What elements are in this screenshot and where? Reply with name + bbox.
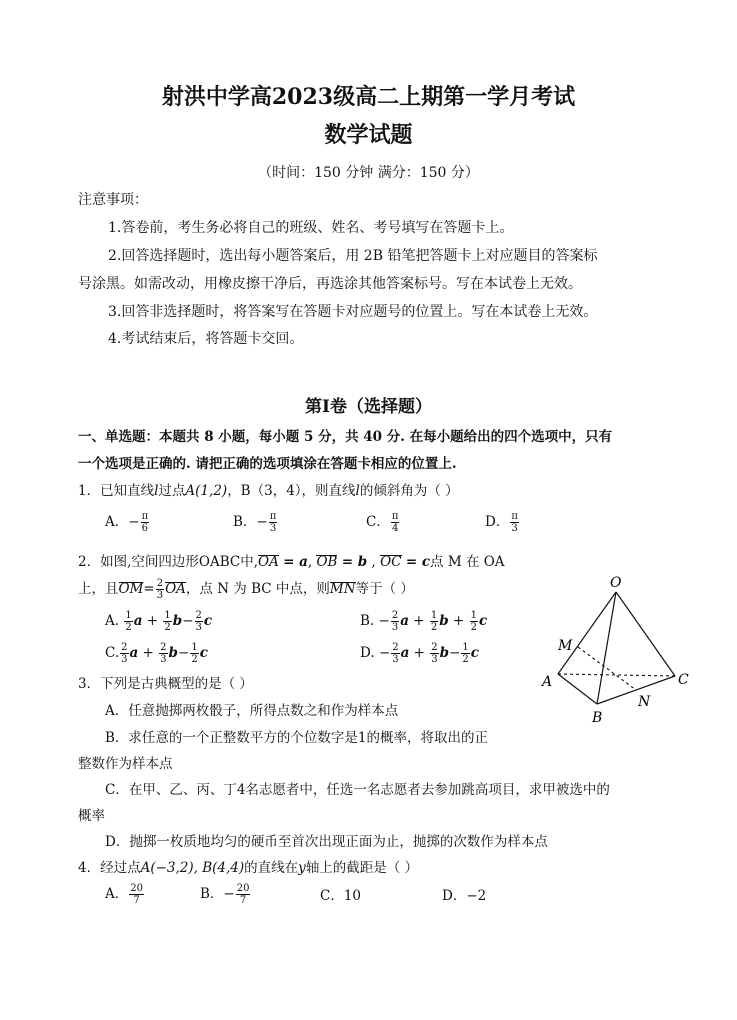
- label-n: N: [638, 694, 651, 710]
- q2-option-d: D. − $\frac{2}{3}$ a + $\frac{2}{3}$ b− $\frac{1}{2}$ c: [360, 642, 480, 665]
- notice-item-2-cont: 号涂黑。如需改动，用橡皮擦干净后，再选涂其他答案标号。写在本试卷上无效。: [78, 276, 582, 292]
- q1-option-d: D． $\frac{\pi}{3}$: [485, 511, 518, 534]
- notice-item-4: 4.考试结束后，将答题卡交回。: [108, 331, 304, 347]
- q2-option-a: A. $\frac{1}{2}$ a + $\frac{1}{2}$ b− $\frac{2}{3}$ c: [105, 610, 213, 633]
- section-instruction-2: 一个选项是正确的. 请把正确的选项填涂在答题卡相应的位置上.: [78, 456, 457, 472]
- label-c: C: [678, 672, 689, 688]
- label-b: B: [592, 710, 603, 726]
- exam-title: 射洪中学高2023级高二上期第一学月考试: [161, 84, 576, 110]
- exam-subtitle: 数学试题: [324, 122, 413, 148]
- q3-option-c-cont: 概率: [78, 808, 105, 824]
- q3-option-c: C．在甲、乙、丙、丁4名志愿者中，任选一名志愿者去参加跳高项目，求甲被选中的: [105, 782, 610, 798]
- edge-ob: [597, 592, 616, 704]
- q3-stem: 3．下列是古典概型的是（ ）: [78, 676, 253, 692]
- q2-option-c: C. $\frac{2}{3}$ a + $\frac{2}{3}$ b− $\frac{1}{2}$ c: [105, 642, 208, 665]
- section-title: 第Ⅰ卷（选择题）: [305, 397, 432, 417]
- q3-option-d: D．抛掷一枚质地均匀的硬币至首次出现正面为止，抛掷的次数作为样本点: [105, 834, 548, 850]
- q3-option-a: A．任意抛掷两枚骰子，所得点数之和作为样本点: [105, 703, 399, 719]
- q1-option-b: B．− $\frac{\pi}{3}$: [233, 511, 277, 534]
- q4-option-d: D．−2: [442, 888, 487, 904]
- edge-ab: [558, 674, 597, 704]
- notice-item-2: 2.回答选择题时，选出每小题答案后，用 2B 铅笔把答题卡上对应题目的答案标: [108, 248, 598, 264]
- label-a: A: [542, 674, 553, 690]
- q3-option-b: B．求任意的一个正整数平方的个位数字是1的概率，将取出的正: [105, 730, 489, 746]
- q4-option-b: B．− $\frac{20}{7}$: [200, 883, 250, 906]
- edge-oc: [616, 592, 675, 676]
- q2-stem-line2: 上，且OM= $\frac{2}{3}$ OA，点 N 为 BC 中点，则MN等于（ ）: [78, 578, 414, 601]
- q1-option-a: A．− $\frac{\pi}{6}$: [105, 511, 149, 534]
- segment-mn: [578, 647, 636, 690]
- notice-item-3: 3.回答非选择题时，将答案写在答题卡对应题号的位置上。写在本试卷上无效。: [108, 304, 598, 320]
- q2-stem-line1: 2．如图,空间四边形OABC中,OA = a, OB = b , OC = c点 M 在 OA: [78, 554, 505, 570]
- notice-heading: 注意事项：: [78, 192, 148, 208]
- label-o: O: [610, 575, 622, 591]
- q3-option-b-cont: 整数作为样本点: [78, 756, 173, 772]
- edge-oa: [558, 592, 616, 674]
- q2-option-b: B. − $\frac{2}{3}$ a + $\frac{1}{2}$ b + $\frac{1}{2}$ c: [360, 610, 488, 633]
- q4-stem: 4．经过点A(−3,2), B(4,4)的直线在y轴上的截距是（ ）: [78, 860, 419, 876]
- q4-option-c: C．10: [320, 888, 362, 904]
- label-m: M: [558, 638, 573, 654]
- q1-option-c: C． $\frac{\pi}{4}$: [366, 511, 399, 534]
- q4-option-a: A． $\frac{20}{7}$: [105, 883, 143, 906]
- tetrahedron-figure: [530, 570, 700, 730]
- section-instruction-1: 一、单选题：本题共 8 小题，每小题 5 分，共 40 分. 在每小题给出的四个选项中，只有: [78, 429, 613, 445]
- q1-stem: 1．已知直线l过点A(1,2)，B（3，4），则直线l的倾斜角为（ ）: [78, 483, 459, 499]
- exam-meta: （时间：150 分钟 满分：150 分）: [258, 165, 479, 181]
- notice-item-1: 1.答卷前，考生务必将自己的班级、姓名、考号填写在答题卡上。: [108, 220, 514, 236]
